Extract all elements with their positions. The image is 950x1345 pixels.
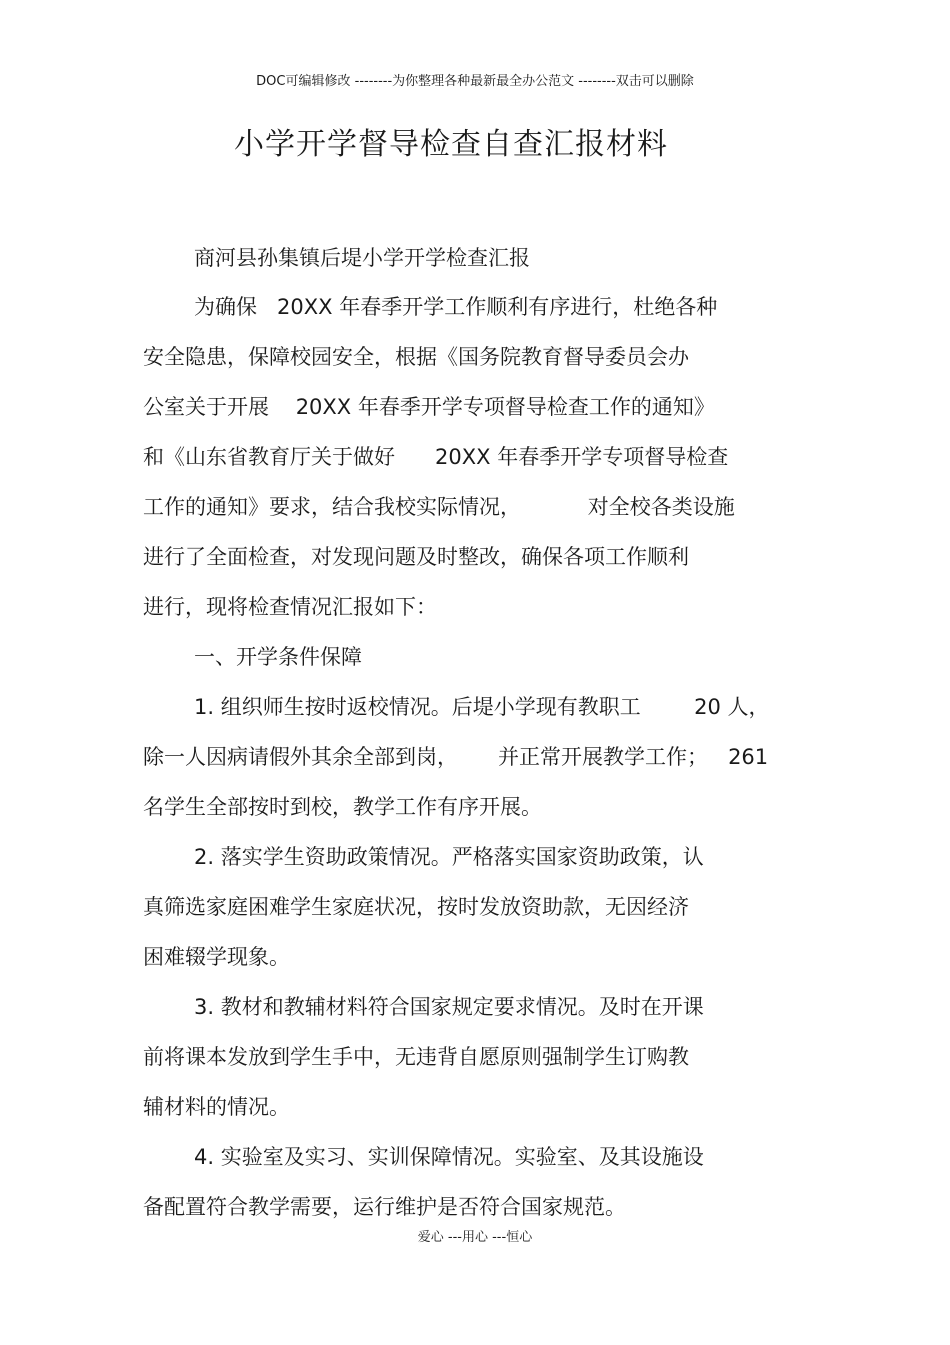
- body-line: 进行了全面检查，对发现问题及时整改，确保各项工作顺利: [143, 545, 689, 569]
- body-line: 备配置符合教学需要，运行维护是否符合国家规范。: [143, 1195, 626, 1219]
- body-line: 前将课本发放到学生手中，无违背自愿原则强制学生订购教: [143, 1045, 689, 1069]
- body-line: 为确保 20XX 年春季开学工作顺利有序进行，杜绝各种: [194, 295, 718, 319]
- body-line: 安全隐患，保障校园安全，根据《国务院教育督导委员会办: [143, 345, 689, 369]
- body-line: 1. 组织师生按时返校情况。后堤小学现有教职工 20 人，: [194, 695, 770, 719]
- body-line: 工作的通知》要求，结合我校实际情况， 对全校各类设施: [143, 495, 735, 519]
- body-line: 困难辍学现象。: [143, 945, 290, 969]
- body-line: 辅材料的情况。: [143, 1095, 290, 1119]
- body-line: 名学生全部按时到校，教学工作有序开展。: [143, 795, 542, 819]
- section-heading: 一、开学条件保障: [194, 645, 362, 669]
- body-line: 除一人因病请假外其余全部到岗， 并正常开展教学工作； 261: [143, 745, 769, 769]
- body-line: 真筛选家庭困难学生家庭状况，按时发放资助款，无因经济: [143, 895, 689, 919]
- body-line: 公室关于开展 20XX 年春季开学专项督导检查工作的通知》: [143, 395, 715, 419]
- page-footer: 爱心 ---用心 ---恒心: [417, 1230, 533, 1245]
- body-line: 和《山东省教育厅关于做好 20XX 年春季开学专项督导检查: [143, 445, 729, 469]
- body-line: 进行，现将检查情况汇报如下：: [143, 595, 437, 619]
- body-line: 商河县孙集镇后堤小学开学检查汇报: [194, 246, 530, 270]
- body-line: 2. 落实学生资助政策情况。严格落实国家资助政策，认: [194, 845, 704, 869]
- body-line: 4. 实验室及实习、实训保障情况。实验室、及其设施设: [194, 1145, 704, 1169]
- page-header: DOC可编辑修改 --------为你整理各种最新最全办公范文 --------双击可以删除: [256, 74, 694, 89]
- body-line: 3. 教材和教辅材料符合国家规定要求情况。及时在开课: [194, 995, 704, 1019]
- document-title: 小学开学督导检查自查汇报材料: [234, 127, 668, 162]
